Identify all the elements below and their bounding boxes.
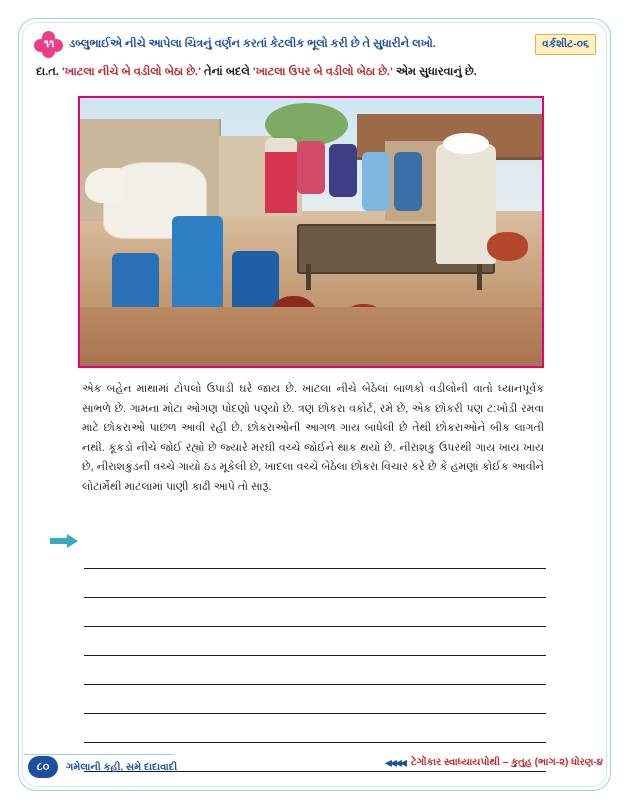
clay-pot — [487, 232, 529, 261]
page-number: ૮૦ — [28, 756, 58, 778]
answer-line[interactable] — [84, 656, 546, 685]
example-wrong-sentence: 'ખાટલા નીચે બે વડીલો બેઠા છે.' — [62, 66, 201, 78]
arrow-right-icon — [50, 534, 78, 548]
worksheet-tag: વર્કશીટ-૦૬ — [535, 34, 596, 55]
footer-right-text: ટેગોંકાર સ્વાધ્યાયપોથી – કુતુહ (ભાગ-૨) ધોરણ-૪ — [410, 757, 603, 768]
footer-right-group — [385, 754, 603, 771]
answer-line[interactable] — [84, 714, 546, 743]
foreground-ground — [80, 307, 542, 366]
answer-lines[interactable] — [84, 540, 546, 772]
child-seated-2 — [394, 152, 422, 211]
answer-line[interactable] — [84, 685, 546, 714]
answer-line[interactable] — [84, 598, 546, 627]
village-scene-illustration — [78, 96, 544, 368]
description-paragraph: એક બહેન માથામાં ટોપલો ઉપાડી ઘરે જાય છે. ખાટલા નીચે બેઠેલાં બાળકો વડીલોની વાતો ધ્યાનપૂર્વક સાંભળે છે. ગામના મોટા ઓગણ પોદણો પણ્યો છે. ત્રણ છોકરા વકોર્ટ, રમે છે, એક છોકરી પણ ટ:ખોડી રમવા માટે છોકરાઓ પાછળ આવી રહી છે. છોકરાઓની આગળ ગાય બાંધેલી છે તેથી છોકરાઓને બીક લાગતી નથી. કૂકડો નીચે જોઈ રહ્યો છે જ્યારે મરઘી વચ્ચે જોઈને થાક થયો છે. નીરાશકું ઉપરથી ગાય ખાય ખાય છે, નીરાશકુંડની વચ્ચે ગાયો ઠંડ મૂકેલી છે, ખાદલા વચ્ચે બેઠેલા છોકરા વિચાર કરે છે કે હમણાં કોઈક આવીને લોટાર્મેથી માટલામાં પાણી કાઢી આપે તો સારૂં. — [82, 383, 544, 493]
cow-head — [85, 168, 127, 203]
flower-bullet-icon — [34, 31, 64, 57]
example-right-sentence: 'ખાટલા ઉપર બે વડીલો બેઠા છે.' — [252, 66, 393, 78]
child-playing-2 — [172, 216, 223, 312]
footer-left-group — [28, 756, 177, 778]
girl-in-red-dress — [265, 152, 297, 214]
child-standing-3 — [329, 144, 357, 198]
page-footer — [22, 752, 607, 788]
footer-left-text: ગમેલાની કહી, સમે દાદાવાદી — [66, 761, 178, 773]
answer-line[interactable] — [84, 627, 546, 656]
answer-line[interactable] — [84, 540, 546, 569]
question-text: ડબ્લુભાઈએ નીચે આપેલા ચિત્રનું વર્ણન કરતાં કેટલીક ભૂલો કરી છે તે સુધારીને લખો. — [69, 37, 436, 50]
example-line — [36, 66, 596, 79]
turban — [443, 133, 489, 154]
child-seated-1 — [362, 152, 390, 211]
question-number: ૧૧ — [43, 38, 55, 50]
question-header — [34, 30, 596, 58]
chevrons-left-icon: ◂◂◂◂ — [384, 754, 405, 770]
answer-line[interactable] — [84, 569, 546, 598]
example-middle: તેનાં બદલે — [204, 66, 250, 78]
child-standing-2 — [297, 141, 325, 195]
example-prefix: દા.ત. — [36, 66, 59, 78]
example-suffix: એમ સુધારવાનું છે. — [395, 66, 477, 78]
